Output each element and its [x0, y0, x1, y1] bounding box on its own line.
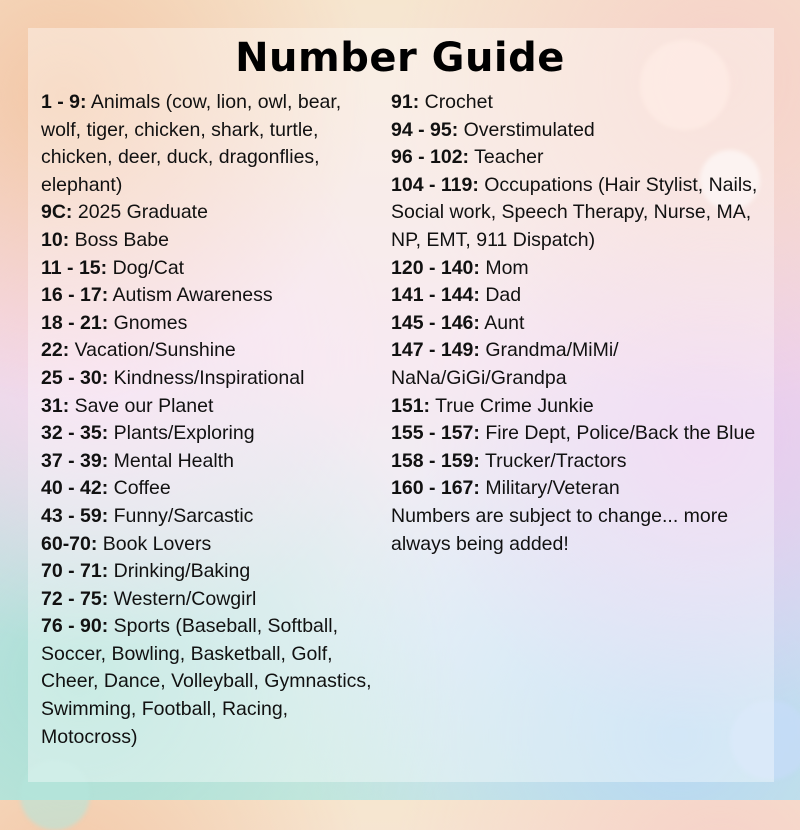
entry-number: 160 - 167: — [391, 477, 480, 500]
entry-number: 155 - 157: — [391, 422, 480, 445]
guide-entry — [391, 89, 766, 117]
entry-text: Military/Veteran — [485, 477, 620, 500]
entry-number: 76 - 90: — [41, 615, 109, 638]
guide-entry — [391, 448, 766, 476]
entry-text: Plants/Exploring — [113, 422, 255, 445]
entry-number: 31: — [41, 394, 70, 417]
entry-text: Grandma/MiMi/ NaNa/GiGi/Grandpa — [391, 339, 619, 389]
entry-text: Drinking/Baking — [113, 560, 251, 583]
entry-text: Trucker/Tractors — [484, 449, 627, 472]
entry-number: 96 - 102: — [391, 146, 470, 169]
entry-number: 147 - 149: — [391, 339, 480, 362]
entry-text: Overstimulated — [463, 118, 595, 141]
entry-number: 158 - 159: — [391, 449, 480, 472]
guide-entry — [41, 531, 381, 559]
guide-entry — [391, 337, 766, 392]
entry-number: 18 - 21: — [41, 311, 109, 334]
guide-entry — [391, 255, 766, 283]
guide-entry — [391, 393, 766, 421]
entry-number: 9C: — [41, 201, 73, 224]
guide-entry — [41, 282, 381, 310]
entry-text: Autism Awareness — [112, 284, 273, 307]
entry-number: 32 - 35: — [41, 422, 109, 445]
entry-number: 94 - 95: — [391, 118, 459, 141]
entry-text: True Crime Junkie — [435, 394, 594, 417]
entry-number: 145 - 146: — [391, 311, 480, 334]
entry-number: 104 - 119: — [391, 173, 479, 196]
entry-text: Crochet — [424, 91, 493, 113]
entry-number: 141 - 144: — [391, 284, 480, 307]
guide-entry — [41, 199, 381, 227]
entry-text: Dad — [485, 284, 522, 307]
entry-number: 43 - 59: — [41, 504, 109, 527]
guide-entry — [391, 172, 766, 255]
entry-text: Book Lovers — [102, 532, 212, 555]
entry-text: Save our Planet — [74, 394, 214, 417]
entry-number: 10: — [41, 228, 70, 251]
guide-entry — [391, 310, 766, 338]
guide-entry — [41, 365, 381, 393]
guide-entry — [41, 475, 381, 503]
guide-entry — [391, 420, 766, 448]
entry-number: 25 - 30: — [41, 366, 109, 389]
footer-note: Numbers are subject to change... more always being added! — [391, 504, 729, 555]
guide-entry — [41, 420, 381, 448]
guide-entry — [391, 475, 766, 503]
page-title: Number Guide — [235, 35, 565, 81]
entry-text: Dog/Cat — [112, 256, 185, 279]
entry-text: Animals (cow, lion, owl, bear, wolf, tiger, chicken, shark, turtle, chicken, deer, duck, dragonflies, elephant) — [41, 91, 342, 196]
entry-number: 72 - 75: — [41, 587, 109, 610]
entry-number: 151: — [391, 394, 431, 417]
guide-entry — [41, 255, 381, 283]
entry-text: Boss Babe — [74, 228, 169, 251]
entry-number: 37 - 39: — [41, 449, 109, 472]
entry-number: 120 - 140: — [391, 256, 480, 279]
entry-number: 60-70: — [41, 532, 98, 555]
guide-entry — [41, 586, 381, 614]
guide-entry — [391, 282, 766, 310]
entry-text: Occupations (Hair Stylist, Nails, Social work, Speech Therapy, Nurse, MA, NP, EMT, 911 Dispatch) — [391, 173, 758, 251]
entry-number: 11 - 15: — [41, 256, 108, 279]
guide-entry — [41, 337, 381, 365]
guide-entry — [41, 558, 381, 586]
guide-entry — [41, 89, 381, 199]
entry-number: 70 - 71: — [41, 560, 109, 583]
guide-entry — [41, 310, 381, 338]
guide-entry — [41, 503, 381, 531]
entry-text: Kindness/Inspirational — [113, 366, 305, 389]
entry-text: Sports (Baseball, Softball, Soccer, Bowling, Basketball, Golf, Cheer, Dance, Volleyball, Gymnastics, Swimming, Football, Racing, Motocross) — [41, 615, 372, 748]
entry-text: Funny/Sarcastic — [113, 504, 254, 527]
right-column — [391, 89, 766, 558]
guide-entry — [41, 393, 381, 421]
entry-text: Aunt — [484, 311, 525, 334]
entry-number: 22: — [41, 339, 70, 362]
entry-text: Gnomes — [113, 311, 188, 334]
entry-number: 91: — [391, 91, 420, 113]
entry-text: Teacher — [474, 146, 544, 169]
entry-number: 40 - 42: — [41, 477, 109, 500]
entry-text: 2025 Graduate — [77, 201, 208, 224]
guide-entry — [391, 117, 766, 145]
guide-entry — [41, 613, 381, 751]
entry-number: 16 - 17: — [41, 284, 109, 307]
guide-entry — [391, 144, 766, 172]
entry-text: Coffee — [113, 477, 171, 500]
guide-entry — [41, 227, 381, 255]
entry-number: 1 - 9: — [41, 91, 87, 113]
entry-text: Mom — [485, 256, 529, 279]
entry-text: Mental Health — [113, 449, 234, 472]
guide-entry — [41, 448, 381, 476]
left-column — [41, 89, 381, 751]
entry-text: Western/Cowgirl — [113, 587, 257, 610]
entry-text: Fire Dept, Police/Back the Blue — [485, 422, 756, 445]
entry-text: Vacation/Sunshine — [74, 339, 236, 362]
